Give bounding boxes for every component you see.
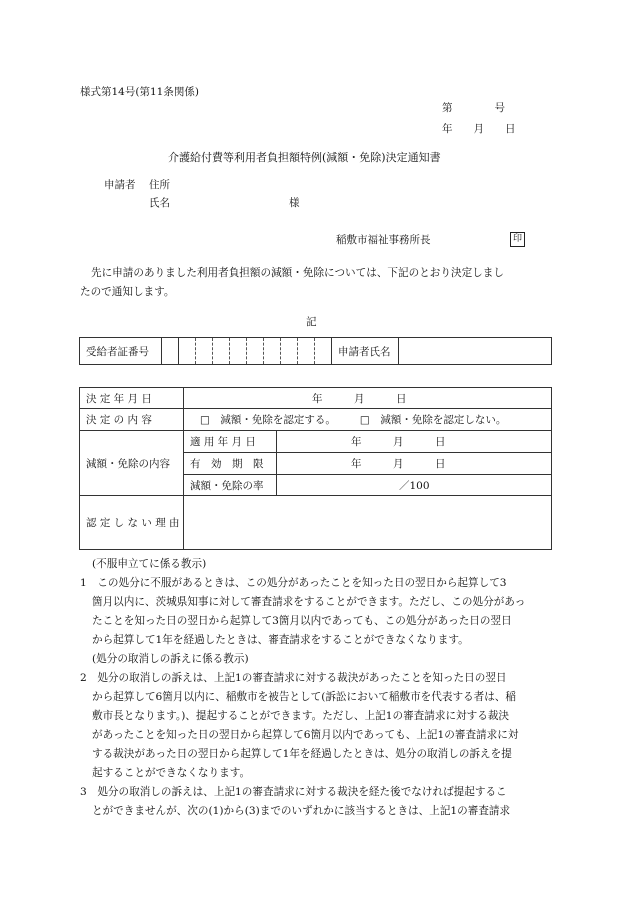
recipient-number-digit[interactable] xyxy=(162,338,179,365)
objection-heading: (不服申立てに係る教示) xyxy=(92,558,207,570)
item2-line-1: 2 処分の取消しの訴えは、上記1の審査請求に対する裁決があったことを知った日の翌日 xyxy=(80,672,507,684)
decision-content-options xyxy=(184,409,552,431)
item1-line-1: 1 この処分に不服があるときは、この処分があったことを知った日の翌日から起算して3 xyxy=(80,577,507,589)
item2-line-3: 敷市長となります。)、提起することができます。ただし、上記1の審査請求に対する裁決 xyxy=(92,710,510,722)
recipient-number-digit[interactable] xyxy=(315,338,332,365)
recipient-number-digit[interactable] xyxy=(264,338,281,365)
intro-line-1: 先に申請のありました利用者負担額の減額・免除については、下記のとおり決定しまし xyxy=(91,267,504,279)
recipient-number-digit[interactable] xyxy=(298,338,315,365)
apply-date-value[interactable]: 年 月 日 xyxy=(277,431,552,453)
apply-date-label: 適 用 年 月 日 xyxy=(184,431,277,453)
recipient-number-digit[interactable] xyxy=(281,338,298,365)
valid-period-label: 有 効 期 限 xyxy=(184,453,277,475)
issue-date-line: 年 月 日 xyxy=(442,123,516,135)
recipient-number-digit[interactable] xyxy=(196,338,213,365)
document-number-line: 第 号 xyxy=(442,102,505,114)
recipient-number-digit[interactable] xyxy=(247,338,264,365)
reason-value[interactable] xyxy=(184,496,552,550)
reason-label: 認 定 し な い 理 由 xyxy=(80,496,184,550)
address-label: 住所 xyxy=(149,179,170,191)
intro-line-2: たので通知します。 xyxy=(80,286,175,298)
recipient-table xyxy=(79,337,552,365)
honorific: 様 xyxy=(289,197,300,209)
decision-content-label: 決 定 の 内 容 xyxy=(80,409,184,431)
valid-period-value[interactable]: 年 月 日 xyxy=(277,453,552,475)
recipient-number-label: 受給者証番号 xyxy=(80,338,162,365)
seal-mark: 印 xyxy=(510,232,525,247)
form-number: 様式第14号(第11条関係) xyxy=(80,86,199,98)
item3-line-2: とができませんが、次の(1)から(3)までのいずれかに該当するときは、上記1の審査請求 xyxy=(92,805,511,817)
item1-line-2: 箇月以内に、茨城県知事に対して審査請求をすることができます。ただし、この処分があっ xyxy=(92,596,526,608)
decision-date-label: 決 定 年 月 日 xyxy=(80,388,184,409)
issuer-name: 稲敷市福祉事務所長 xyxy=(336,234,431,246)
document-title: 介護給付費等利用者負担額特例(減額・免除)決定通知書 xyxy=(168,151,441,164)
decision-table xyxy=(79,387,552,550)
approve-option[interactable]: □ 減額・免除を認定する。 xyxy=(200,414,336,426)
item2-line-4: があったことを知った日の翌日から起算して6箇月以内であっても、上記1の審査請求に対 xyxy=(92,729,519,741)
recipient-number-digit[interactable] xyxy=(230,338,247,365)
recipient-number-digit[interactable] xyxy=(213,338,230,365)
revocation-heading: (処分の取消しの訴えに係る教示) xyxy=(92,653,249,665)
name-label: 氏名 xyxy=(149,197,170,209)
ki-heading: 記 xyxy=(306,316,317,328)
item2-line-6: 起することができなくなります。 xyxy=(92,767,251,779)
deny-option[interactable]: □ 減額・免除を認定しない。 xyxy=(359,414,507,426)
applicant-label: 申請者 xyxy=(104,179,136,191)
applicant-name-label: 申請者氏名 xyxy=(332,338,399,365)
rate-label: 減額・免除の率 xyxy=(184,475,277,496)
decision-date-value[interactable]: 年 月 日 xyxy=(184,388,552,409)
item2-line-5: する裁決があった日の翌日から起算して1年を経過したときは、処分の取消しの訴えを提 xyxy=(92,748,512,760)
rate-value[interactable]: ／100 xyxy=(277,475,552,496)
item3-line-1: 3 処分の取消しの訴えは、上記1の審査請求に対する裁決を経た後でなければ提起するこ xyxy=(80,786,507,798)
applicant-name-cell[interactable] xyxy=(399,338,552,365)
reduction-content-label: 減額・免除の内容 xyxy=(80,431,184,496)
item1-line-4: から起算して1年を経過したときは、審査請求をすることができなくなります。 xyxy=(92,634,469,646)
item1-line-3: たことを知った日の翌日から起算して3箇月以内であっても、この処分があった日の翌日 xyxy=(92,615,512,627)
recipient-number-digit[interactable] xyxy=(179,338,196,365)
item2-line-2: から起算して6箇月以内に、稲敷市を被告として(訴訟において稲敷市を代表する者は、稲 xyxy=(92,691,517,703)
